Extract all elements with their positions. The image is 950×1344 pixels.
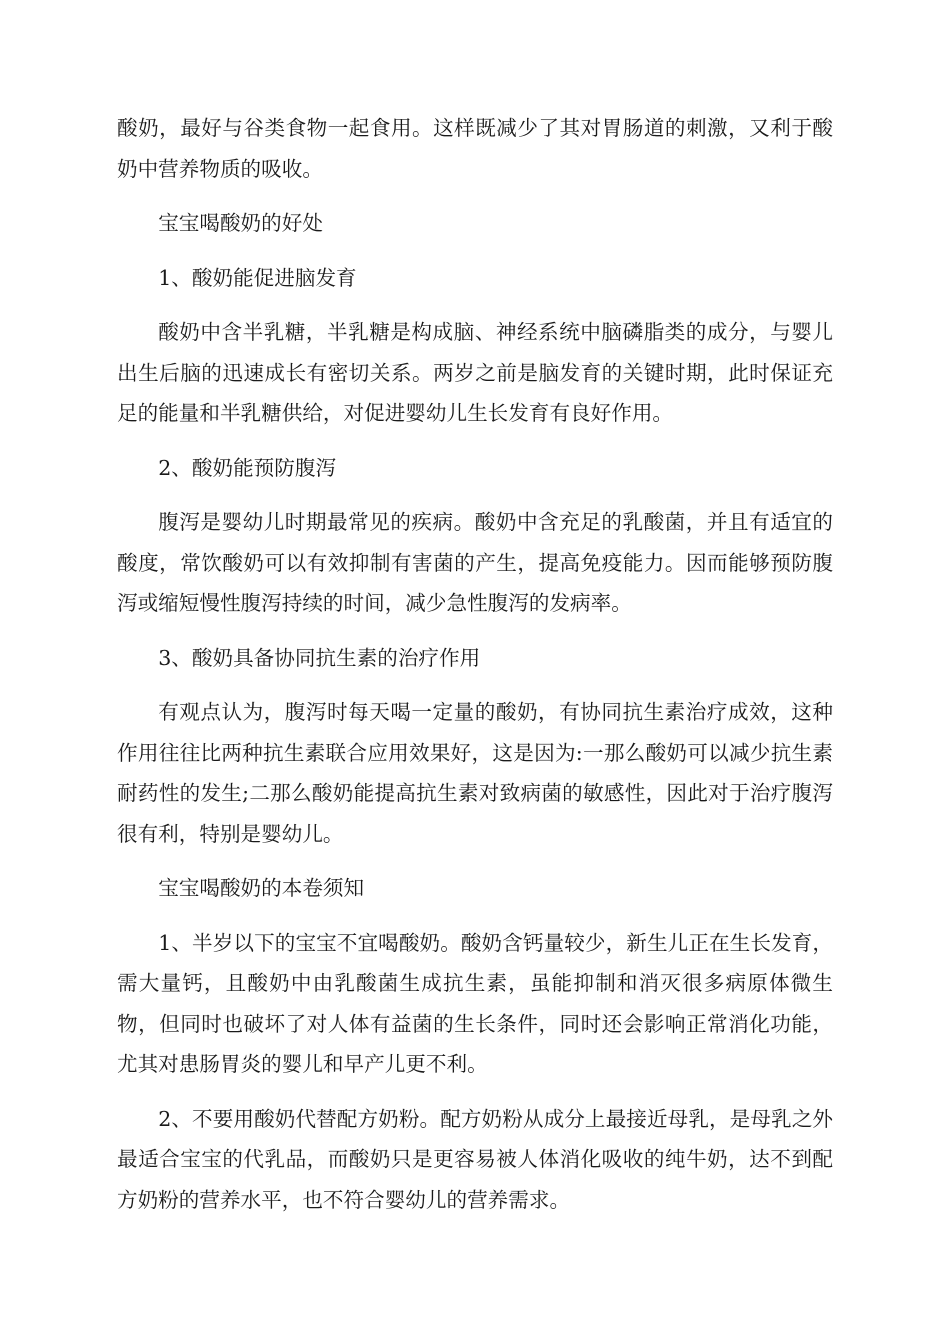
paragraph-continuation: 酸奶，最好与谷类食物一起食用。这样既减少了其对胃肠道的刺激，又利于酸奶中营养物质的吸收。: [117, 116, 833, 181]
subheading-antibiotic-synergy: 3、酸奶具备协同抗生素的治疗作用: [158, 645, 481, 670]
paragraph-prevent-diarrhea: 腹泻是婴幼儿时期最常见的疾病。酸奶中含充足的乳酸菌，并且有适宜的酸度，常饮酸奶可以有效抑制有害菌的产生，提高免疫能力。因而能够预防腹泻或缩短慢性腹泻持续的时间，减少急性腹泻的发病率。: [117, 510, 833, 615]
document-body: [117, 108, 833, 1220]
paragraph-brain-development: 酸奶中含半乳糖，半乳糖是构成脑、神经系统中脑磷脂类的成分，与婴儿出生后脑的迅速成长有密切关系。两岁之前是脑发育的关键时期，此时保证充足的能量和半乳糖供给，对促进婴幼儿生长发育有良好作用。: [117, 320, 833, 425]
paragraph-note-formula-replacement: 2、不要用酸奶代替配方奶粉。配方奶粉从成分上最接近母乳，是母乳之外最适合宝宝的代乳品，而酸奶只是更容易被人体消化吸收的纯牛奶，达不到配方奶粉的营养水平，也不符合婴幼儿的营养需求。: [117, 1106, 833, 1212]
subheading-brain-development: 1、酸奶能促进脑发育: [158, 265, 357, 290]
subheading-prevent-diarrhea: 2、酸奶能预防腹泻: [158, 455, 337, 480]
paragraph-note-under-six-months: 1、半岁以下的宝宝不宜喝酸奶。酸奶含钙量较少，新生儿正在生长发育，需大量钙，且酸奶中由乳酸菌生成抗生素，虽能抑制和消灭很多病原体微生物，但同时也破坏了对人体有益菌的生长条件，同时还会影响正常消化功能，尤其对患肠胃炎的婴儿和早产儿更不利。: [117, 930, 833, 1076]
section-heading-notes: 宝宝喝酸奶的本卷须知: [158, 876, 365, 900]
section-heading-benefits: 宝宝喝酸奶的好处: [158, 211, 323, 235]
paragraph-antibiotic-synergy: 有观点认为，腹泻时每天喝一定量的酸奶，有协同抗生素治疗成效，这种作用往往比两种抗生素联合应用效果好，这是因为:一那么酸奶可以减少抗生素耐药性的发生;二那么酸奶能提高抗生素对致病菌的敏感性，因此对于治疗腹泻很有利，特别是婴幼儿。: [117, 700, 833, 846]
